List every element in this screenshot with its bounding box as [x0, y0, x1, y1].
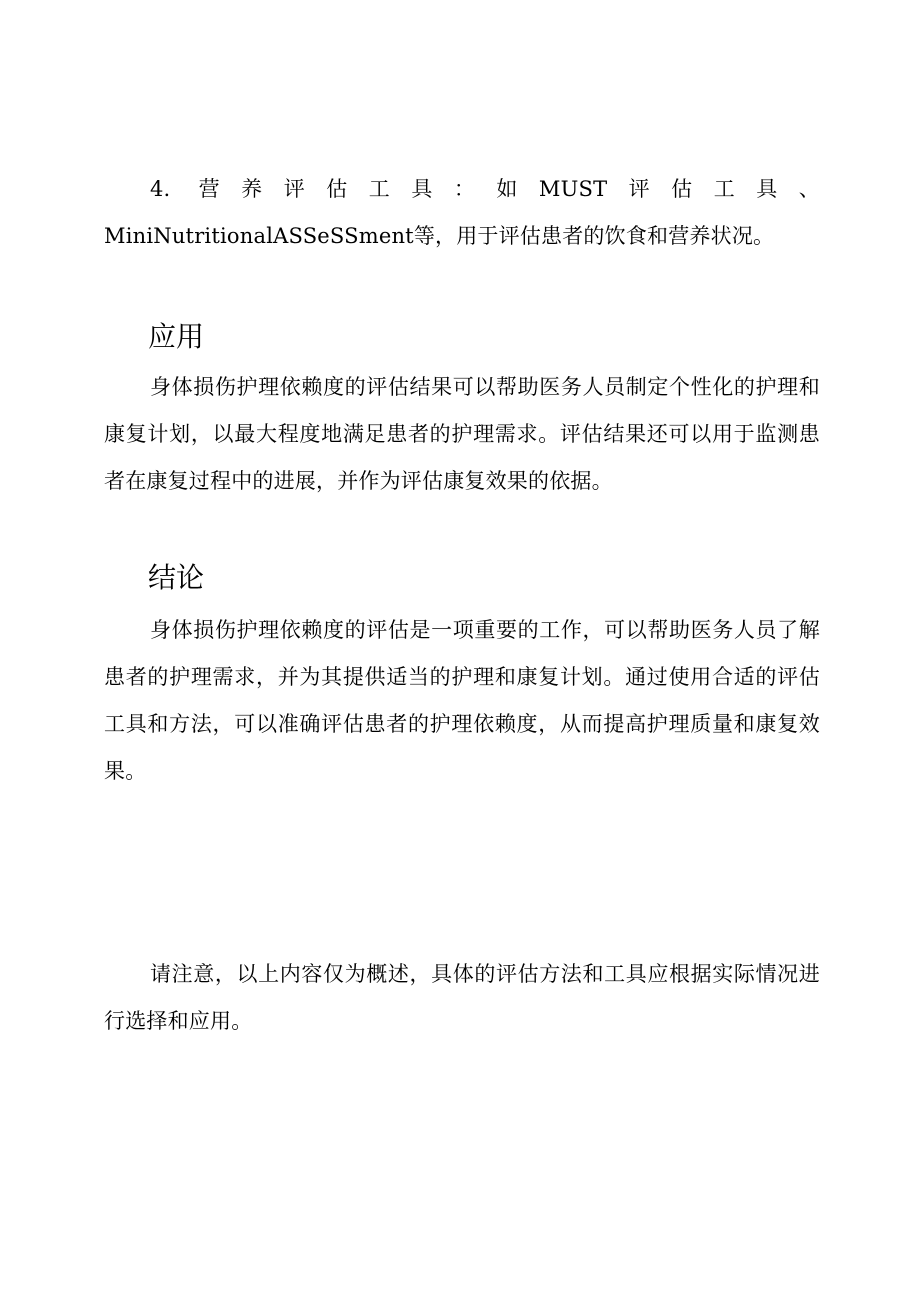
- conclusion-heading: 结论: [148, 561, 205, 594]
- conclusion-paragraph: 身体损伤护理依赖度的评估是一项重要的工作，可以帮助医务人员了解患者的护理需求，并为其提供适当的护理和康复计划。通过使用合适的评估工具和方法，可以准确评估患者的护理依赖度，从而提高护理质量和康复效果。: [104, 618, 820, 783]
- nutrition-tool-paragraph: 4. 营养评估工具：如MUST评估工具、MiniNutritionalASSeSSment等，用于评估患者的饮食和营养状况。: [104, 177, 820, 248]
- application-heading: 应用: [148, 320, 205, 353]
- note-paragraph: 请注意，以上内容仅为概述，具体的评估方法和工具应根据实际情况进行选择和应用。: [104, 962, 820, 1033]
- application-paragraph: 身体损伤护理依赖度的评估结果可以帮助医务人员制定个性化的护理和康复计划，以最大程度地满足患者的护理需求。评估结果还可以用于监测患者在康复过程中的进展，并作为评估康复效果的依据。: [104, 375, 820, 493]
